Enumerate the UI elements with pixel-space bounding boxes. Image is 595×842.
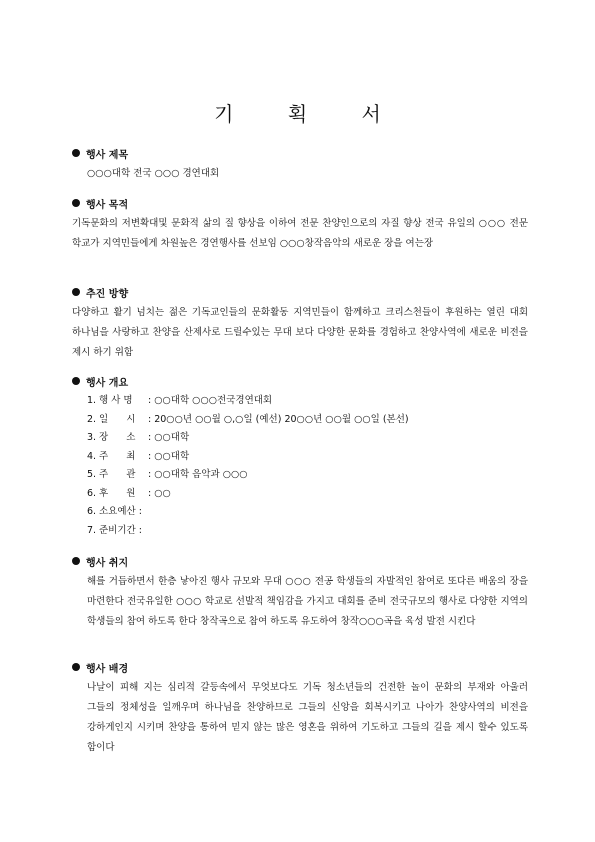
section-direction [72, 285, 528, 363]
bullet-icon [72, 557, 80, 565]
section-heading: 행사 목적 [86, 199, 129, 211]
section-heading: 추진 방향 [86, 288, 129, 300]
section-background [72, 660, 528, 758]
list-item: 6. 소요예산 : [87, 506, 142, 517]
list-item: 2. 일 시 : 20○○년 ○○월 ○,○일 (예선) 20○○년 ○○월 ○○일 (본선) [87, 413, 409, 425]
section-heading: 행사 개요 [86, 377, 129, 389]
section-intent [72, 554, 528, 632]
section-text: 해를 거듭하면서 한층 낳아진 행사 규모와 무대 ○○○ 전공 학생들의 자발적인 참여로 또다른 배움의 장을 마련한다 전국유일한 ○○○ 학교로 선발적 책임감을 가지고 대회를 준비 전국규모의 행사로 다양한 지역의 학생들의 참여 하도록 한다 창작곡으로 참여 하도록 유도하여 창작○○○곡을 육성 발전 시킨다 [87, 576, 528, 627]
list-item: 3. 장 소 : ○○대학 [87, 432, 190, 443]
section-text: 기독문화의 저변확대및 문화적 삶의 질 향상을 이하여 전문 찬양인으로의 자질 향상 전국 유일의 ○○○ 전문 학교가 지역민들에게 차원높은 경연행사를 선보임 ○○○창작음악의 새로운 장을 여는장 [72, 218, 528, 249]
list-item: 1. 행 사 명 : ○○대학 ○○○전국경연대회 [87, 395, 273, 406]
bullet-icon [72, 288, 80, 296]
section-text: ○○○대학 전국 ○○○ 경연대회 [87, 168, 220, 179]
bullet-icon [72, 149, 80, 157]
list-item: 6. 후 원 : ○○ [87, 487, 171, 499]
page-title: 기 획 서 [214, 102, 405, 126]
section-heading: 행사 배경 [86, 663, 129, 675]
list-item: 5. 주 관 : ○○대학 음악과 ○○○ [87, 469, 248, 480]
overview-list [72, 392, 528, 540]
bullet-icon [72, 663, 80, 671]
section-heading: 행사 취지 [86, 557, 129, 569]
section-heading: 행사 제목 [86, 149, 129, 161]
section-text: 다양하고 활기 넘치는 젊은 기독교인들의 문화활동 지역민들이 함께하고 크리스천들이 후원하는 열린 대회 하나님을 사랑하고 찬양을 산제사로 드릴수있는 무대 보다 다양한 문화를 경험하고 찬양사역에 새로운 비전을 제시 하기 위함 [72, 307, 528, 358]
list-item: 4. 주 최 : ○○대학 [87, 450, 190, 462]
section-overview [72, 374, 528, 540]
bullet-icon [72, 377, 80, 385]
list-item: 7. 준비기간 : [87, 524, 142, 536]
bullet-icon [72, 199, 80, 207]
section-event-name [72, 146, 528, 184]
section-text: 나날이 피해 지는 심리적 갈등속에서 무엇보다도 기독 청소년들의 건전한 놀이 문화의 부재와 아울러 그들의 정체성을 일깨우며 하나님을 찬양하므로 그들의 신앙을 회복시키고 나아가 찬양사역의 비전을 강하게인지 시키며 찬양을 통하여 믿지 않는 많은 영혼을 위하여 기도하고 그들의 길을 제시 할수 있도록 함이다 [87, 682, 528, 753]
section-event-purpose [72, 196, 528, 254]
